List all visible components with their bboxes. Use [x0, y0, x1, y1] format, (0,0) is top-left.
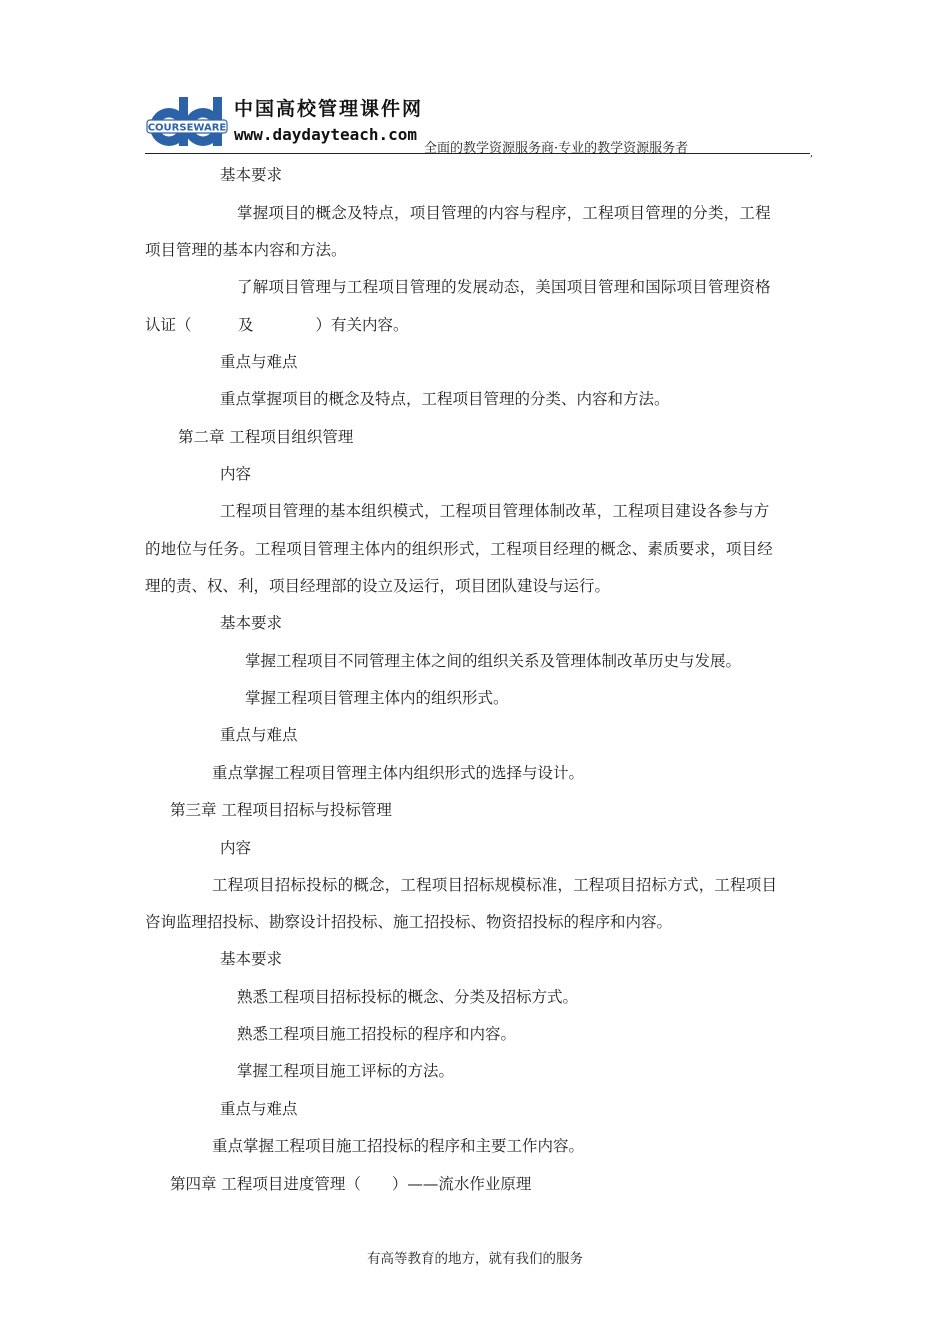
paragraph-line: 了解项目管理与工程项目管理的发展动态，美国项目管理和国际项目管理资格	[237, 278, 771, 296]
chapter-title: 第三章 工程项目招标与投标管理	[170, 801, 392, 819]
paragraph-line: 掌握工程项目管理主体内的组织形式。	[245, 689, 509, 707]
paragraph-line: 掌握项目的概念及特点，项目管理的内容与程序，工程项目管理的分类，工程	[237, 204, 771, 222]
brand-url: www.daydayteach.com	[234, 125, 418, 144]
section-heading-content: 内容	[220, 839, 252, 857]
paragraph-line: 理的责、权、利，项目经理部的设立及运行，项目团队建设与运行。	[145, 577, 611, 595]
paragraph-line: 掌握工程项目施工评标的方法。	[237, 1062, 455, 1080]
paragraph-line: 认证（ 及 ）有关内容。	[145, 316, 409, 334]
header-divider-tick: ,	[810, 148, 814, 159]
header-divider	[145, 153, 810, 154]
paragraph-line: 的地位与任务。工程项目管理主体内的组织形式，工程项目经理的概念、素质要求，项目经	[145, 540, 774, 558]
chapter-title: 第四章 工程项目进度管理（ ）——流水作业原理	[170, 1175, 532, 1193]
brand-name: 中国高校管理课件网	[234, 98, 424, 120]
section-heading-content: 内容	[220, 465, 252, 483]
section-heading-key-points: 重点与难点	[220, 1100, 298, 1118]
paragraph-line: 工程项目招标投标的概念，工程项目招标规模标准，工程项目招标方式，工程项目	[212, 876, 778, 894]
section-heading-key-points: 重点与难点	[220, 353, 298, 371]
paragraph-line: 掌握工程项目不同管理主体之间的组织关系及管理体制改革历史与发展。	[245, 652, 742, 670]
paragraph-line: 项目管理的基本内容和方法。	[145, 241, 347, 259]
paragraph-line: 重点掌握项目的概念及特点，工程项目管理的分类、内容和方法。	[220, 390, 670, 408]
chapter-title: 第二章 工程项目组织管理	[178, 428, 354, 446]
paragraph-line: 重点掌握工程项目施工招投标的程序和主要工作内容。	[212, 1137, 585, 1155]
section-heading-key-points: 重点与难点	[220, 726, 298, 744]
page-header	[145, 92, 814, 159]
svg-text:COURSEWARE: COURSEWARE	[147, 122, 227, 134]
courseware-logo	[145, 92, 229, 150]
section-heading-requirements: 基本要求	[220, 614, 283, 632]
header-tagline: 全面的教学资源服务商·专业的教学资源服务者	[424, 141, 689, 156]
section-heading-requirements: 基本要求	[220, 950, 283, 968]
paragraph-line: 熟悉工程项目施工招投标的程序和内容。	[237, 1025, 517, 1043]
section-heading-requirements: 基本要求	[220, 166, 283, 184]
paragraph-line: 熟悉工程项目招标投标的概念、分类及招标方式。	[237, 988, 579, 1006]
page-footer: 有高等教育的地方，就有我们的服务	[367, 1251, 583, 1267]
paragraph-line: 重点掌握工程项目管理主体内组织形式的选择与设计。	[212, 764, 585, 782]
paragraph-line: 咨询监理招投标、勘察设计招投标、施工招投标、物资招投标的程序和内容。	[145, 913, 673, 931]
paragraph-line: 工程项目管理的基本组织模式，工程项目管理体制改革，工程项目建设各参与方	[220, 502, 770, 520]
